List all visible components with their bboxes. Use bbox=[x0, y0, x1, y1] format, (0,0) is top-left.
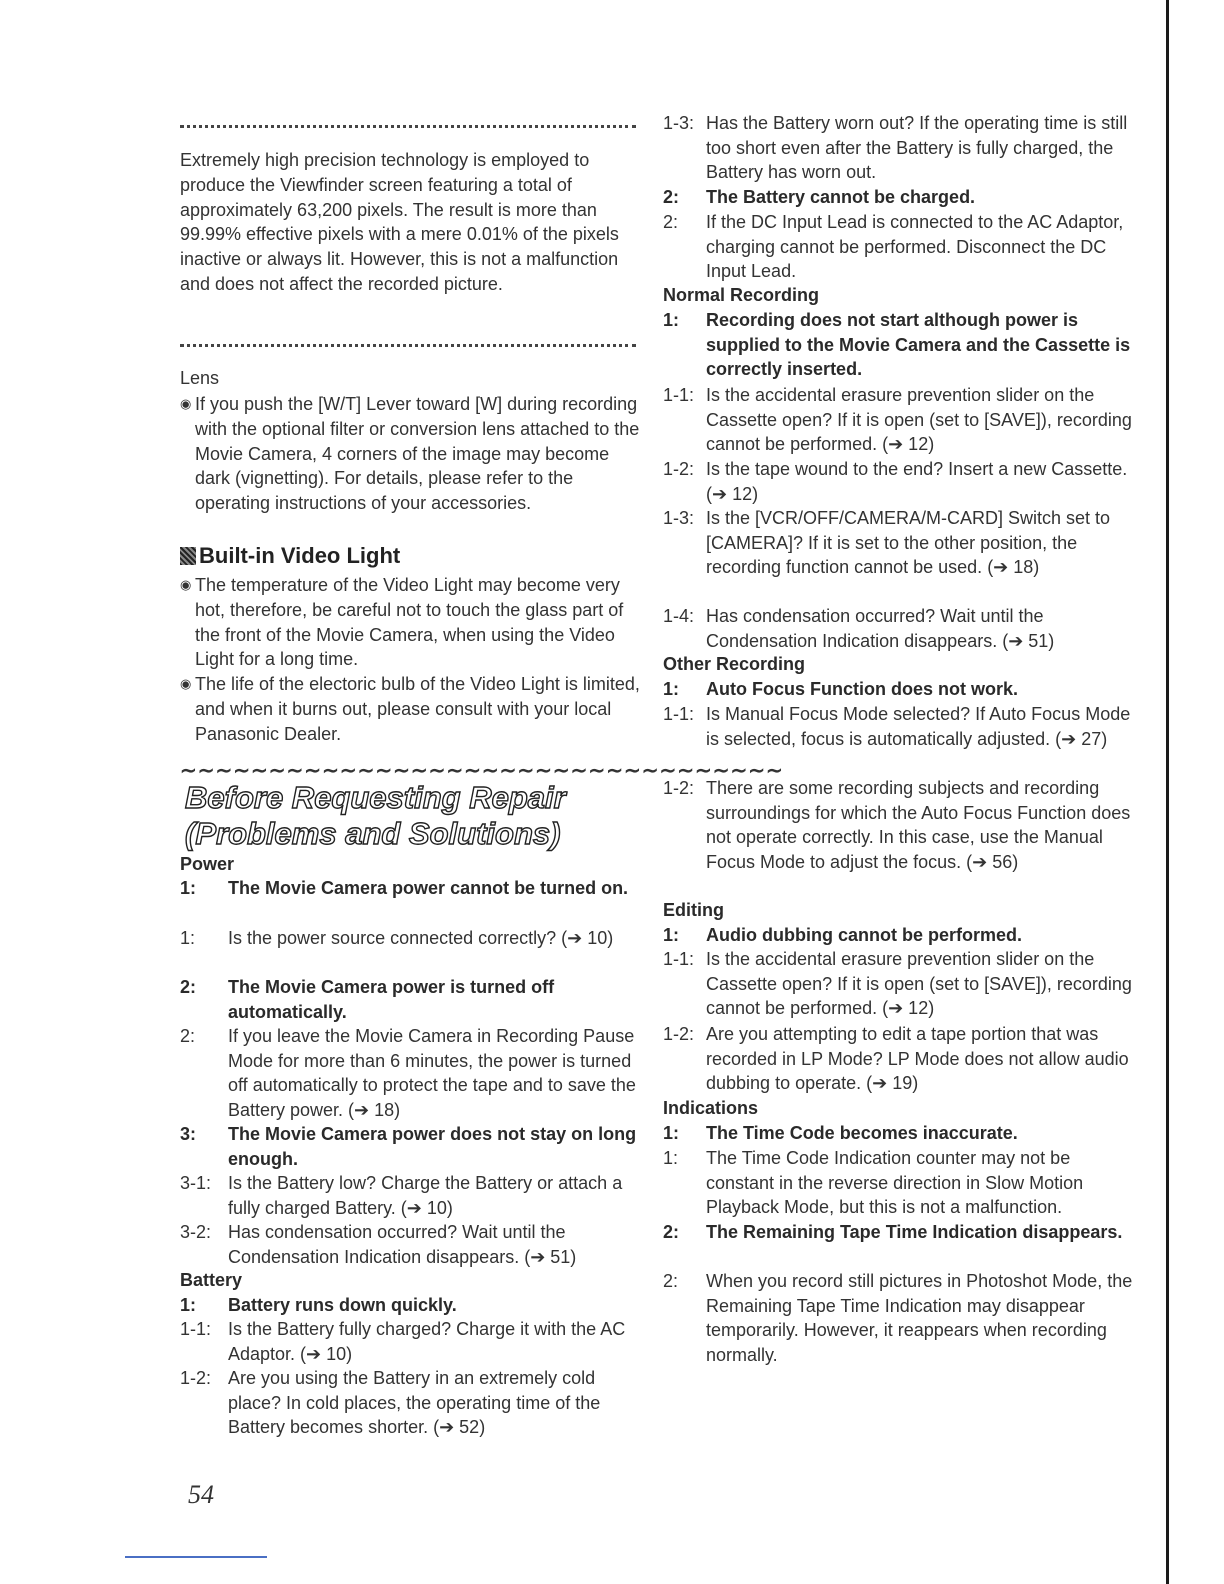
problem-item bbox=[663, 677, 1133, 702]
item-text: The Movie Camera power does not stay on long enough. bbox=[228, 1124, 637, 1169]
item-number: 1-2: bbox=[663, 459, 695, 479]
item-text: There are some recording subjects and recording surroundings for which the Auto Focus Function does not operate correctly. In this case, use the Manual Focus Mode to adjust the focus. (➔ 56) bbox=[706, 778, 1131, 872]
category-heading bbox=[663, 283, 1133, 308]
footer-rule bbox=[125, 1556, 267, 1558]
item-number: 1: bbox=[663, 1148, 679, 1168]
lens-heading: Lens bbox=[180, 368, 220, 388]
item-text: The Battery cannot be charged. bbox=[706, 187, 976, 207]
item-number: 1-1: bbox=[663, 949, 695, 969]
category-heading bbox=[663, 652, 1133, 677]
item-text: Has condensation occurred? Wait until the Condensation Indication disappears. (➔ 51) bbox=[706, 606, 1055, 651]
tilde-divider: ∼∼∼∼∼∼∼∼∼∼∼∼∼∼∼∼∼∼∼∼∼∼∼∼∼∼∼∼∼∼∼∼∼∼ bbox=[180, 760, 784, 782]
dotted-divider bbox=[180, 344, 636, 348]
item-text: If the DC Input Lead is connected to the AC Adaptor, charging cannot be performed. Disconnect the DC Input Lead. bbox=[706, 212, 1124, 281]
solution-item bbox=[663, 1269, 1133, 1367]
item-text: Auto Focus Function does not work. bbox=[706, 679, 1018, 699]
page-number: 54 bbox=[188, 1480, 214, 1509]
solution-item bbox=[663, 506, 1133, 580]
category-heading bbox=[180, 1268, 650, 1293]
viewfinder-notice: Extremely high precision technology is employed to produce the Viewfinder screen featuring a total of approximately 63,200 pixels. The result is more than 99.99% effective pixels with a mere 0.01% of the pixels inactive or always lit. However, this is not a malfunction and does not affect the recorded picture. bbox=[180, 150, 619, 294]
solution-item bbox=[663, 947, 1133, 1021]
item-number: 2: bbox=[663, 1222, 680, 1242]
item-text: Is the Battery fully charged? Charge it with the AC Adaptor. (➔ 10) bbox=[228, 1319, 626, 1364]
bullet-icon: ◉ bbox=[180, 396, 192, 411]
item-number: 2: bbox=[180, 977, 197, 997]
category-heading bbox=[663, 1096, 1133, 1121]
solution-item bbox=[180, 1366, 650, 1440]
item-text: Indications bbox=[663, 1098, 759, 1118]
solution-item bbox=[663, 1146, 1133, 1220]
item-number: 1: bbox=[663, 679, 680, 699]
video-light-bullet-text: The temperature of the Video Light may become very hot, therefore, be careful not to touch the glass part of the front of the Movie Camera, when using the Video Light for a long time. bbox=[195, 575, 624, 670]
item-text: Normal Recording bbox=[663, 285, 820, 305]
solution-item bbox=[180, 1171, 650, 1220]
item-number: 2: bbox=[663, 212, 679, 232]
problem-item bbox=[663, 308, 1133, 382]
solution-item bbox=[180, 1220, 650, 1269]
item-text: Has the Battery worn out? If the operating time is still too short even after the Battery is fully charged, the Battery has worn out. bbox=[706, 113, 1128, 182]
item-number: 1: bbox=[180, 1295, 197, 1315]
item-text: Has condensation occurred? Wait until the Condensation Indication disappears. (➔ 51) bbox=[228, 1222, 577, 1267]
item-number: 1: bbox=[663, 1123, 680, 1143]
item-number: 1: bbox=[180, 928, 196, 948]
item-text: Are you attempting to edit a tape portion that was recorded in LP Mode? LP Mode does not allow audio dubbing to operate. (➔ 19) bbox=[706, 1024, 1129, 1093]
item-text: Audio dubbing cannot be performed. bbox=[706, 925, 1022, 945]
right-column bbox=[663, 0, 1133, 1400]
item-number: 1-4: bbox=[663, 606, 695, 626]
item-text: Is the Battery low? Charge the Battery or attach a fully charged Battery. (➔ 10) bbox=[228, 1173, 623, 1218]
item-text: Battery bbox=[180, 1270, 243, 1290]
problem-item bbox=[180, 1293, 650, 1318]
item-number: 1-2: bbox=[663, 778, 695, 798]
video-light-bullet-2 bbox=[180, 672, 642, 746]
lens-bullet-text: If you push the [W/T] Lever toward [W] during recording with the optional filter or conversion lens attached to the Movie Camera, 4 corners of the image may become dark (vignetting). For details, please refer to the operating instructions of your accessories. bbox=[195, 394, 640, 514]
page-edge-rule bbox=[1166, 0, 1169, 1584]
item-number: 2: bbox=[663, 187, 680, 207]
item-text: Are you using the Battery in an extremely cold place? In cold places, the operating time of the Battery becomes shorter. (➔ 52) bbox=[228, 1368, 601, 1437]
item-text: Recording does not start although power is supplied to the Movie Camera and the Cassette is correctly inserted. bbox=[706, 310, 1131, 379]
item-text: When you record still pictures in Photoshot Mode, the Remaining Tape Time Indication may disappear temporarily. However, it reappears when recording normally. bbox=[706, 1271, 1133, 1365]
solution-item bbox=[180, 1317, 650, 1366]
item-number: 1-1: bbox=[663, 385, 695, 405]
item-number: 1-2: bbox=[663, 1024, 695, 1044]
item-text: The Time Code becomes inaccurate. bbox=[706, 1123, 1018, 1143]
item-number: 2: bbox=[180, 1026, 196, 1046]
solution-item bbox=[663, 383, 1133, 457]
solution-item bbox=[663, 776, 1133, 874]
repair-title-line2: (Problems and Solutions) bbox=[185, 816, 561, 851]
item-number: 1: bbox=[663, 310, 680, 330]
solution-item bbox=[663, 604, 1133, 653]
video-light-bullet-1 bbox=[180, 573, 642, 672]
problem-item bbox=[663, 1220, 1133, 1245]
bullet-icon: ◉ bbox=[180, 577, 192, 592]
solution-item bbox=[663, 702, 1133, 751]
problem-item bbox=[180, 876, 650, 901]
item-number: 1: bbox=[180, 878, 197, 898]
item-number: 1-3: bbox=[663, 508, 695, 528]
item-text: Is the [VCR/OFF/CAMERA/M-CARD] Switch set to [CAMERA]? If it is set to the other position, the recording function cannot be used. (➔ 18) bbox=[706, 508, 1111, 577]
item-number: 1: bbox=[663, 925, 680, 945]
item-text: The Time Code Indication counter may not be constant in the reverse direction in Slow Motion Playback Mode, but this is not a malfunction. bbox=[706, 1148, 1084, 1217]
item-number: 1-1: bbox=[663, 704, 695, 724]
section-square-icon bbox=[180, 547, 196, 565]
item-number: 3-1: bbox=[180, 1173, 212, 1193]
solution-item bbox=[663, 210, 1133, 284]
item-number: 3: bbox=[180, 1124, 197, 1144]
item-text: Editing bbox=[663, 900, 724, 920]
solution-item bbox=[663, 457, 1133, 506]
item-text: Is Manual Focus Mode selected? If Auto Focus Mode is selected, focus is automatically adjusted. (➔ 27) bbox=[706, 704, 1131, 749]
item-text: Battery runs down quickly. bbox=[228, 1295, 457, 1315]
problem-item bbox=[663, 923, 1133, 948]
repair-title-line1: Before Requesting Repair bbox=[185, 780, 566, 815]
item-number: 2: bbox=[663, 1271, 679, 1291]
item-text: Is the power source connected correctly? (➔ 10) bbox=[228, 928, 614, 948]
video-light-bullet-text: The life of the electoric bulb of the Video Light is limited, and when it burns out, please consult with your local Panasonic Dealer. bbox=[195, 674, 640, 744]
item-text: Is the tape wound to the end? Insert a new Cassette. (➔ 12) bbox=[706, 459, 1128, 504]
item-text: The Movie Camera power cannot be turned on. bbox=[228, 878, 629, 898]
item-text: If you leave the Movie Camera in Recording Pause Mode for more than 6 minutes, the power is turned off automatically to protect the tape and to save the Battery power. (➔ 18) bbox=[228, 1026, 636, 1120]
bullet-icon: ◉ bbox=[180, 676, 192, 691]
video-light-heading bbox=[180, 543, 400, 569]
item-text: Other Recording bbox=[663, 654, 806, 674]
problem-item bbox=[663, 185, 1133, 210]
problem-item bbox=[180, 975, 650, 1024]
item-number: 1-1: bbox=[180, 1319, 212, 1339]
solution-item bbox=[663, 111, 1133, 185]
video-light-heading-text: Built-in Video Light bbox=[199, 543, 401, 568]
category-heading bbox=[663, 898, 1133, 923]
category-heading bbox=[180, 852, 650, 877]
item-text: The Remaining Tape Time Indication disappears. bbox=[706, 1222, 1123, 1242]
item-number: 1-2: bbox=[180, 1368, 212, 1388]
item-text: Power bbox=[180, 854, 235, 874]
problem-item bbox=[663, 1121, 1133, 1146]
dotted-divider bbox=[180, 125, 636, 129]
item-number: 3-2: bbox=[180, 1222, 212, 1242]
solution-item bbox=[663, 1022, 1133, 1096]
item-text: The Movie Camera power is turned off automatically. bbox=[228, 977, 555, 1022]
item-number: 1-3: bbox=[663, 113, 695, 133]
lens-bullet bbox=[180, 392, 642, 516]
solution-item bbox=[180, 1024, 650, 1122]
solution-item bbox=[180, 926, 650, 951]
item-text: Is the accidental erasure prevention slider on the Cassette open? If it is open (set to [SAVE]), recording cannot be performed. (➔ 12) bbox=[706, 949, 1132, 1018]
item-text: Is the accidental erasure prevention slider on the Cassette open? If it is open (set to [SAVE]), recording cannot be performed. (➔ 12) bbox=[706, 385, 1132, 454]
problem-item bbox=[180, 1122, 650, 1171]
